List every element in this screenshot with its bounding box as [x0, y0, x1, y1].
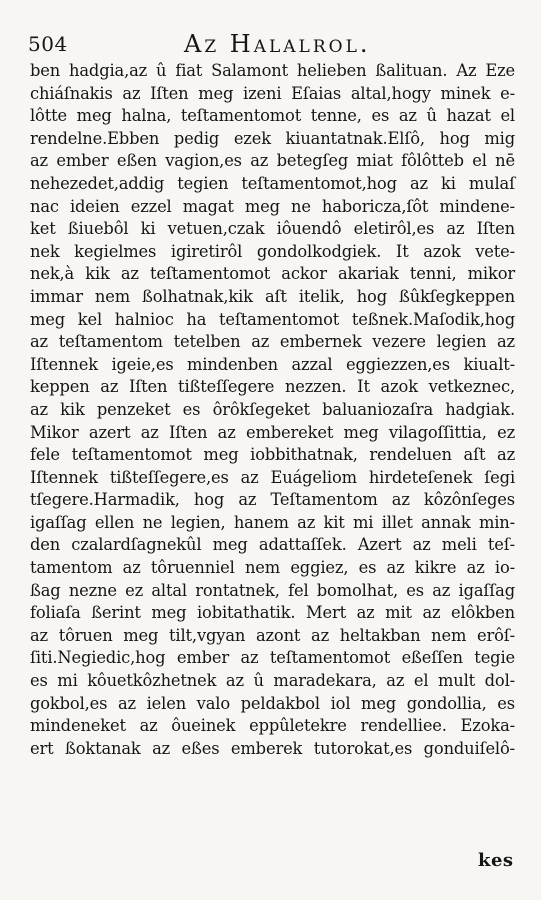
text-line: az tôruen meg tilt,vgyan azont az heltakban nem erôſ- — [30, 625, 515, 645]
text-line: az ember eßen vagion,es az betegſeg miat fôlôtteb el nē — [30, 151, 515, 171]
running-head: Az Halalrol. — [184, 30, 371, 58]
text-line: ket ßiuebôl ki vetuen,czak iôuendô eletirôl,es az Iſten — [30, 219, 515, 239]
text-line: tſegere.Harmadik, hog az Teſtamentom az kôzônſeges — [30, 490, 515, 510]
text-line: meg kel halnioc ha teſtamentomot teßnek.Maſodik,hog — [30, 309, 515, 329]
body-text — [30, 60, 515, 760]
text-line: Iſtennek tißteſſegere,es az Euágeliom hirdeteſenek ſegi — [30, 467, 515, 487]
text-line: tamentom az tôruenniel nem eggiez, es az kikre az io- — [30, 558, 515, 578]
text-line: Iſtennek igeie,es mindenben azzal eggiezzen,es kiualt- — [30, 354, 515, 374]
text-line: fele teſtamentomot meg iobbithatnak, rendeluen aſt az — [30, 445, 515, 465]
text-line: es mi kôuetkôzhetnek az û maradekara, az el mult dol- — [30, 671, 515, 691]
text-line: mindeneket az ôueinek eppûletekre rendelliee. Ezoka- — [30, 716, 515, 736]
text-line: Mikor azert az Iſten az embereket meg vilagoſſittia, ez — [30, 422, 515, 442]
text-line: nehezedet,addig tegien teſtamentomot,hog az ki mulaſ — [30, 173, 515, 193]
text-line: immar nem ßolhatnak,kik aſt itelik, hog ßûkſegkeppen — [30, 286, 515, 306]
page-number: 504 — [28, 32, 68, 56]
page-header — [28, 30, 518, 60]
text-line: chiáſnakis az Iſten meg izeni Eſaias altal,hogy minek e- — [30, 83, 515, 103]
text-line: ben hadgia,az û fiat Salamont helieben ßalituan. Az Eze — [30, 61, 515, 80]
text-line: rendelne.Ebben pedig ezek kiuantatnak.Elſô, hog mig — [30, 128, 515, 148]
text-line: igaſſag ellen ne legien, hanem az kit mi illet annak min- — [30, 512, 515, 532]
text-line: ſiti.Negiedic,hog ember az teſtamentomot eßeſſen tegie — [30, 648, 515, 668]
catchword: kes — [478, 850, 514, 871]
text-line: keppen az Iſten tißteſſegere nezzen. It azok vetkeznec, — [30, 377, 515, 397]
text-line: gokbol,es az ielen valo peldakbol iol meg gondollia, es — [30, 693, 515, 713]
text-line: ßag nezne ez altal rontatnek, fel bomolhat, es az igaſſag — [30, 580, 515, 600]
text-line: ert ßoktanak az eßes emberek tutorokat,es gonduiſelô- — [30, 738, 515, 758]
text-line: az kik penzeket es ôrôkſegeket baluaniozaſra hadgiak. — [30, 399, 515, 419]
text-line: foliaſa ßerint meg iobitathatik. Mert az mit az elôkben — [30, 603, 515, 623]
text-line: nac ideien ezzel magat meg ne haboricza,ſôt mindene- — [30, 196, 515, 216]
text-line: den czalardſagnekûl meg adattaſſek. Azert az meli teſ- — [30, 535, 515, 555]
text-line: nek,à kik az teſtamentomot ackor akariak tenni, mikor — [30, 264, 515, 284]
text-line: lôtte meg halna, teſtamentomot tenne, es az û hazat el — [30, 106, 515, 126]
text-line: nek kegielmes igiretirôl gondolkodgiek. It azok vete- — [30, 241, 515, 261]
text-line: az teſtamentom tetelben az embernek vezere legien az — [30, 332, 515, 352]
